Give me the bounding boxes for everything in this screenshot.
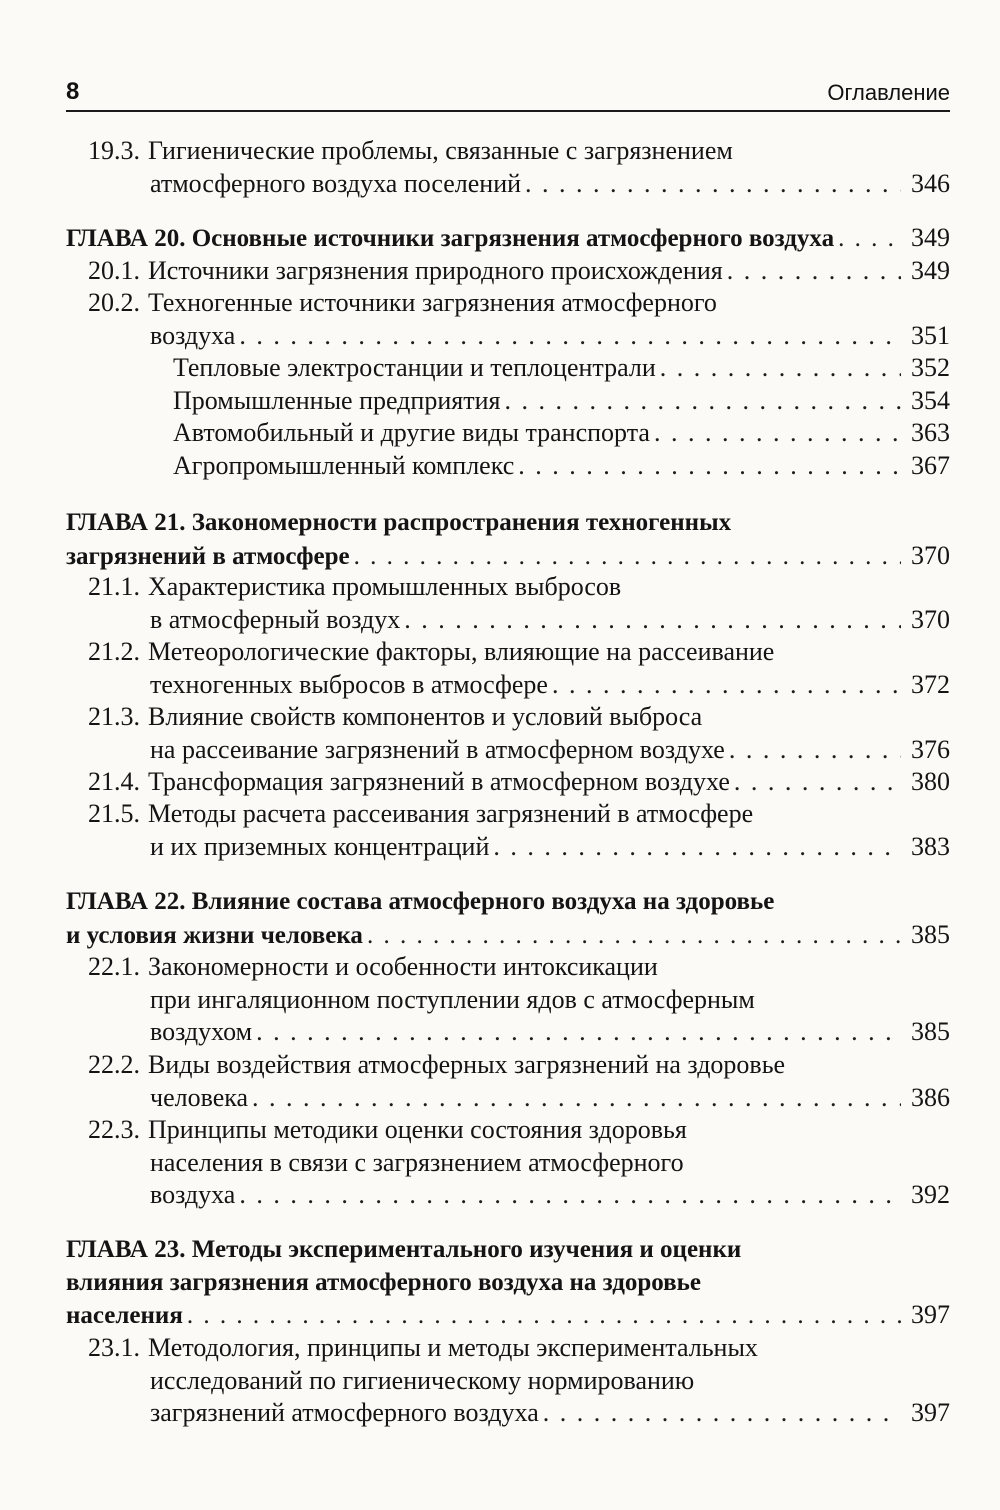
toc-section-line (150, 167, 950, 200)
toc-section-line (88, 134, 950, 167)
dot-leader (239, 1178, 901, 1211)
toc-page-number: 370 (911, 540, 950, 570)
toc-page-number: 349 (911, 256, 950, 285)
dot-leader (256, 1015, 901, 1048)
toc-page-number: 392 (911, 1180, 950, 1210)
toc-section-line (88, 254, 950, 287)
dot-leader (187, 1299, 901, 1332)
toc-section-number: 19.3. (88, 136, 140, 165)
toc-chapter-line (66, 1298, 950, 1331)
toc-entry-title: ГЛАВА 23. Методы экспериментального изучения и оценки (66, 1236, 742, 1263)
toc-entry-title: воздуха (150, 320, 236, 350)
toc-section-line (88, 570, 950, 603)
toc-entry-title: Методы расчета рассеивания загрязнений в атмосфере (148, 799, 754, 828)
toc-entry-title: исследований по гигиеническому нормированию (150, 1365, 695, 1395)
toc-entry-title: Влияние свойств компонентов и условий выброса (148, 702, 703, 731)
dot-leader (552, 668, 901, 701)
toc-subitem-line (173, 384, 950, 417)
dot-leader (404, 603, 901, 636)
toc-entry-title: Гигиенические проблемы, связанные с загрязнением (148, 136, 733, 165)
running-title: Оглавление (827, 80, 950, 105)
toc-subitem-line (173, 416, 950, 449)
toc-entry-title: человека (150, 1082, 249, 1112)
toc-page-number: 372 (911, 669, 950, 699)
toc-page-number: 380 (911, 767, 950, 796)
dot-leader (367, 919, 901, 952)
toc-page-number: 370 (911, 604, 950, 634)
toc-section-line (88, 286, 950, 319)
toc-entry-title: Тепловые электростанции и теплоцентрали (173, 353, 656, 382)
dot-leader (504, 384, 901, 417)
toc-chapter-line (66, 918, 950, 951)
toc-subitem-line (173, 449, 950, 482)
toc-subitem-line (173, 351, 950, 384)
dot-leader (729, 733, 901, 766)
toc-section-line (88, 1331, 950, 1364)
toc-section-number: 21.4. (88, 767, 140, 796)
toc-page-number: 367 (911, 451, 950, 480)
dot-leader (239, 319, 901, 352)
toc-chapter-line (66, 539, 950, 572)
toc-entry-title: Трансформация загрязнений в атмосферном воздухе (148, 767, 730, 796)
toc-entry-title: на рассеивание загрязнений в атмосферном воздухе (150, 734, 725, 764)
toc-section-line (150, 668, 950, 701)
toc-page-number: 383 (911, 831, 950, 861)
toc-section-number: 20.2. (88, 288, 140, 317)
toc-entry-title: населения в связи с загрязнением атмосферного (150, 1147, 684, 1177)
toc-page-number: 385 (911, 919, 950, 949)
toc-page-number: 351 (911, 320, 950, 350)
dot-leader (727, 254, 901, 287)
toc-section-number: 23.1. (88, 1333, 140, 1362)
toc-entry-title: ГЛАВА 22. Влияние состава атмосферного воздуха на здоровье (66, 888, 775, 915)
toc-entry-title: Принципы методики оценки состояния здоровья (148, 1115, 687, 1144)
toc-entry-title: воздуха (150, 1180, 236, 1210)
dot-leader (654, 416, 901, 449)
toc-section-line (88, 1048, 950, 1081)
toc-entry-title: Виды воздействия атмосферных загрязнений на здоровье (148, 1050, 786, 1079)
toc-entry-title: Техногенные источники загрязнения атмосферного (148, 288, 717, 317)
toc-entry-title: в атмосферный воздух (150, 604, 401, 634)
toc-entry-title: загрязнений в атмосфере (66, 542, 350, 570)
toc-entry-title: Закономерности и особенности интоксикации (148, 952, 658, 981)
toc-entry-title: атмосферного воздуха поселений (150, 168, 522, 198)
dot-leader (252, 1081, 901, 1114)
toc-page-number: 386 (911, 1082, 950, 1112)
page-number: 8 (66, 78, 80, 105)
toc-entry-title: ГЛАВА 21. Закономерности распространения техногенных (66, 509, 732, 536)
toc-entry-title: и их приземных концентраций (150, 831, 490, 861)
toc-entry-title: воздухом (150, 1017, 253, 1047)
toc-entry-title: Промышленные предприятия (173, 386, 501, 415)
toc-section-line (150, 733, 950, 766)
toc-entry-title: населения (66, 1302, 183, 1330)
toc-section-line (150, 1015, 950, 1048)
toc-section-line (150, 603, 950, 636)
toc-page-number: 346 (911, 168, 950, 198)
toc-page-number: 354 (911, 386, 950, 415)
toc-entry-title: и условия жизни человека (66, 921, 363, 949)
dot-leader (525, 167, 901, 200)
toc-section-number: 21.2. (88, 637, 140, 666)
toc-entry-title: Агропромышленный комплекс (173, 451, 515, 480)
dot-leader (660, 351, 901, 384)
dot-leader (354, 540, 901, 573)
dot-leader (518, 449, 901, 482)
toc-entry-title: при ингаляционном поступлении ядов с атмосферным (150, 984, 755, 1014)
toc-entry-title: Источники загрязнения природного происхождения (148, 256, 723, 285)
toc-entry-title: Метеорологические факторы, влияющие на рассеивание (148, 637, 775, 666)
toc-entry-title: загрязнений атмосферного воздуха (150, 1398, 539, 1428)
toc-section-line (150, 1081, 950, 1114)
toc-section-line (88, 700, 950, 733)
toc-chapter-line (66, 885, 950, 918)
toc-chapter-line (66, 1233, 950, 1266)
toc-chapter-line (66, 506, 950, 539)
toc-entry-title: влияния загрязнения атмосферного воздуха на здоровье (66, 1268, 701, 1296)
toc-chapter-line (66, 221, 950, 254)
dot-leader (838, 222, 901, 255)
toc-section-line (150, 1178, 950, 1211)
toc-page-number: 397 (911, 1300, 950, 1330)
toc-page-number: 352 (911, 353, 950, 382)
toc-section-number: 21.3. (88, 702, 140, 731)
toc-page-number: 397 (911, 1398, 950, 1428)
toc-section-line (150, 983, 950, 1016)
dot-leader (543, 1396, 901, 1429)
toc-section-number: 22.1. (88, 952, 140, 981)
toc-section-line (150, 830, 950, 863)
toc-section-line (88, 797, 950, 830)
toc-section-line (150, 1146, 950, 1179)
toc-section-line (88, 950, 950, 983)
dot-leader (734, 765, 901, 798)
toc-entry-title: техногенных выбросов в атмосфере (150, 669, 548, 699)
toc-section-number: 22.2. (88, 1050, 140, 1079)
toc-section-line (150, 1364, 950, 1397)
toc-page-number: 376 (911, 734, 950, 764)
page-header (66, 76, 950, 112)
toc-entry-title: Автомобильный и другие виды транспорта (173, 418, 650, 447)
toc-section-line (150, 1396, 950, 1429)
toc-entry-title: Методология, принципы и методы экспериментальных (148, 1333, 758, 1362)
toc-section-number: 20.1. (88, 256, 140, 285)
toc-section-line (88, 765, 950, 798)
toc-entry-title: ГЛАВА 20. Основные источники загрязнения атмосферного воздуха (66, 225, 835, 252)
toc-section-number: 21.5. (88, 799, 140, 828)
toc-section-number: 21.1. (88, 572, 140, 601)
toc-section-line (88, 635, 950, 668)
toc-page-number: 385 (911, 1017, 950, 1047)
toc-chapter-line (66, 1266, 950, 1299)
toc-section-line (88, 1113, 950, 1146)
toc-section-number: 22.3. (88, 1115, 140, 1144)
toc-section-line (150, 319, 950, 352)
toc-entry-title: Характеристика промышленных выбросов (148, 572, 622, 601)
dot-leader (493, 830, 901, 863)
toc-page-number: 349 (911, 223, 950, 252)
toc-page-number: 363 (911, 418, 950, 447)
